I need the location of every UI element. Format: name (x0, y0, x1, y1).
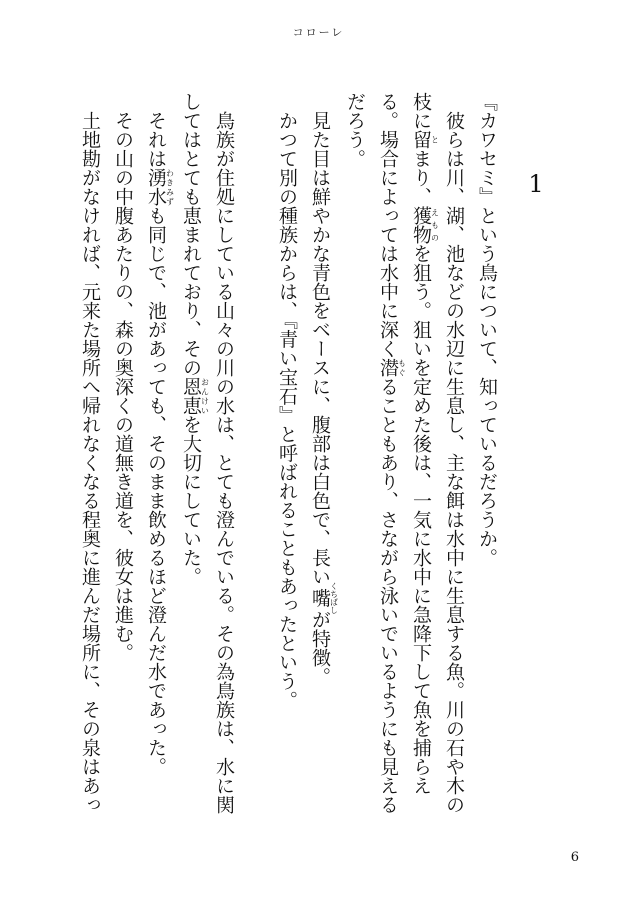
text-run: を大切にしていた。 (180, 415, 202, 586)
ruby-reading: おんけい (200, 377, 210, 415)
ruby-base: 恩恵 (180, 377, 202, 415)
text-run: その山の中腹あたりの、森の奥深くの道無き道を、彼女は進む。 (112, 111, 134, 662)
paragraph (73, 92, 106, 832)
ruby-word (377, 358, 407, 377)
paragraph (470, 92, 503, 832)
ruby-base: 潜 (377, 358, 399, 377)
text-run: が特徴。 (309, 610, 331, 686)
text-run: 鳥族が住処にしている山々の川の水は、とても澄んでいる。その為鳥族は、水に関してはとても恵まれており、その (180, 92, 235, 814)
ruby-reading: わきみず (165, 168, 175, 206)
text-run: 土地勘がなければ、元来た場所へ帰れなくなる程奥に進んだ場所に、その泉はあっ (79, 111, 101, 814)
text-run: かつて別の種族からは、『青い宝石』と呼ばれることもあったという。 (276, 111, 298, 710)
ruby-base: 留 (410, 130, 432, 149)
text-run: も同じで、池があっても、そのまま飲めるほど澄んだ水であった。 (145, 206, 167, 776)
text-run: 見た目は鮮やかな青色をベースに、腹部は白色で、長い (309, 111, 331, 586)
ruby-word (145, 168, 175, 206)
text-run: ることもあり、さながら泳いでいるようにも見えるだろう。 (344, 92, 399, 814)
ruby-word (410, 130, 440, 149)
ruby-reading: もぐ (397, 358, 407, 377)
section-gap (240, 92, 270, 832)
paragraph (270, 92, 303, 832)
paragraph (106, 92, 139, 832)
ruby-word (309, 582, 339, 614)
ruby-base: 嘴 (309, 582, 331, 614)
vertical-text-body (73, 92, 503, 832)
ruby-word (180, 377, 210, 415)
ruby-reading: えもの (430, 206, 440, 244)
text-run: まり、 (410, 149, 432, 206)
paragraph (338, 92, 470, 832)
page-number: 6 (570, 850, 579, 865)
ruby-base: 湧水 (145, 168, 167, 206)
paragraph (139, 92, 174, 832)
running-header: コローレ (292, 26, 345, 39)
chapter-number: 1 (528, 170, 544, 198)
ruby-word (410, 206, 440, 244)
paragraph (303, 92, 338, 832)
text-run: を狙う。狙いを定めた後は、一気に水中に急降下して魚を捕らえる。場合によっては水中に深く (377, 92, 432, 795)
paragraph (174, 92, 240, 832)
ruby-reading: くちばし (329, 582, 339, 614)
text-run: それは (145, 111, 167, 168)
text-run: 彼らは川、湖、池などの水辺に生息し、主な餌は水中に生息する魚。川の石や木の枝に (410, 92, 465, 814)
text-run: 『カワセミ』という鳥について、知っているだろうか。 (476, 92, 498, 567)
ruby-reading: と (430, 130, 440, 149)
ruby-base: 獲物 (410, 206, 432, 244)
